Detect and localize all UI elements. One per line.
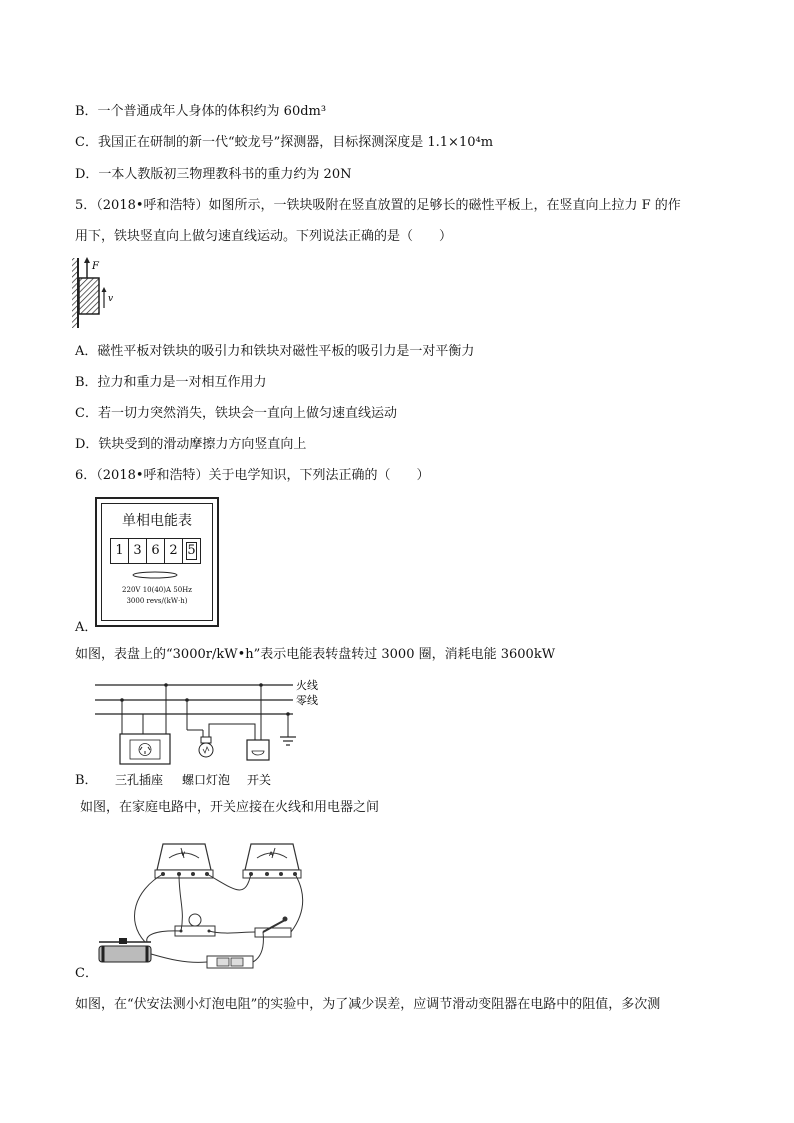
meter-disc-icon (130, 570, 180, 580)
q4-option-d: D．一本人教版初三物理教科书的重力约为 20N (75, 167, 352, 182)
switch-icon (247, 740, 269, 760)
q5-option-d: D．铁块受到的滑动摩擦力方向竖直向上 (75, 437, 307, 452)
force-label: F (92, 261, 99, 272)
meter-digit: 6 (147, 539, 165, 563)
q6-option-c-text: 如图，在“伏安法测小灯泡电阻”的实验中，为了减少误差，应调节滑动变阻器在电路中的阻值，多次测 (75, 997, 661, 1012)
bulb-holder (175, 914, 215, 936)
q6-stem: 6．（2018•呼和浩特）关于电学知识，下列法正确的（ ） (75, 468, 430, 483)
velocity-arrowhead (102, 287, 107, 292)
household-circuit-figure (95, 674, 345, 790)
ammeter (243, 844, 301, 878)
iron-block (79, 278, 99, 314)
q5-option-b: B．拉力和重力是一对相互作用力 (75, 375, 267, 390)
rheostat (99, 938, 151, 962)
magnetic-plate-figure (70, 256, 130, 332)
meter-digit: 3 (129, 539, 147, 563)
q6-option-b-text: 如图，在家庭电路中，开关应接在火线和用电器之间 (80, 800, 380, 815)
meter-digits (110, 538, 201, 564)
knife-switch (255, 917, 291, 938)
force-arrowhead (84, 257, 90, 263)
q5-option-a: A．磁性平板对铁块的吸引力和铁块对磁性平板的吸引力是一对平衡力 (75, 344, 475, 359)
meter-spec-voltage: 220V 10(40)A 50Hz (122, 586, 192, 594)
q4-option-c: C．我国正在研制的新一代“蛟龙号”探测器，目标探测深度是 1.1×10⁴m (75, 135, 494, 150)
velocity-label: v (108, 294, 114, 304)
meter-digit: 1 (111, 539, 129, 563)
battery-box (207, 956, 253, 968)
voltmeter-symbol: V (181, 851, 186, 858)
q5-option-c: C．若一切力突然消失，铁块会一直向上做匀速直线运动 (75, 406, 397, 421)
switch-label: 开关 (247, 773, 272, 787)
energy-meter-figure (95, 497, 219, 627)
q5-stem-line1: 5．（2018•呼和浩特）如图所示，一铁块吸附在竖直放置的足够长的磁性平板上，在竖直向上拉力 F 的作 (75, 198, 681, 213)
ammeter-symbol: A (269, 851, 274, 858)
socket-label: 三孔插座 (115, 773, 164, 787)
q6-option-a-text: 如图，表盘上的“3000r/kW•h”表示电能表转盘转过 3000 圈，消耗电能 3600kW (75, 647, 556, 662)
q6-option-c-label: C． (75, 966, 98, 981)
meter-title: 单相电能表 (122, 513, 192, 529)
bulb-label: 螺口灯泡 (182, 773, 231, 787)
q4-option-b: B．一个普通成年人身体的体积约为 60dm³ (75, 104, 327, 119)
q5-stem-line2: 用下，铁块竖直向上做匀速直线运动。下列说法正确的是（ ） (75, 229, 453, 244)
q6-option-a-label: A． (75, 620, 98, 635)
voltmeter (155, 844, 213, 878)
meter-spec-revs: 3000 revs/(kW·h) (126, 597, 188, 605)
meter-digit-decimal: 5 (183, 539, 200, 563)
live-wire-label: 火线 (296, 679, 318, 692)
neutral-wire-label: 零线 (296, 694, 318, 707)
lab-bulb-icon (189, 914, 201, 926)
meter-digit: 2 (165, 539, 183, 563)
plate-hatching (72, 258, 77, 328)
lab-circuit-figure (95, 830, 325, 972)
q6-option-b-label: B． (75, 773, 98, 788)
